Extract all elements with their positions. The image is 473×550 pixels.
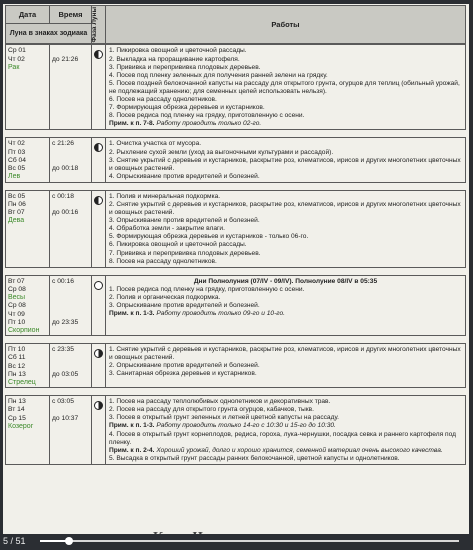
section-gap (5, 183, 468, 190)
work-item: 2. Посев на рассаду для открытого грунта огурцов, кабачков, тыкв. (109, 406, 314, 414)
time-line: до 00:18 (52, 165, 79, 173)
date-line: Чт 02 (8, 55, 25, 63)
work-item: 3. Опрыскивание против вредителей и болезней. (109, 217, 260, 225)
note-label: Прим. к п. 2-4. (109, 446, 157, 454)
work-item: 1. Снятие укрытий с деревьев и кустарников, раскрытие роз, клематисов, ирисов и других многолетних цветочных и овощных растений. (109, 346, 461, 362)
zodiac-sign: Стрелец (8, 378, 36, 386)
date-line: Весы (8, 294, 26, 302)
time-line: до 00:16 (52, 209, 79, 217)
work-item: 5. Посев поздней белокочанной капусты на рассаду для открытого грунта, огурцов для теплиц (обильный урожай, не подлежащий хранению; для семенных целей использовать нельзя). (109, 79, 460, 95)
date-cell (6, 344, 50, 388)
work-note (109, 447, 462, 455)
moon-phase-icon (94, 143, 103, 152)
works-cell (106, 45, 466, 130)
date-cell (6, 138, 50, 182)
time-line: с 03:05 (52, 398, 74, 406)
date-line: Вс 05 (8, 165, 26, 173)
zodiac-sign: Рак (8, 63, 20, 71)
zodiac-sign: Козерог (8, 422, 34, 430)
date-line: Пт 03 (8, 148, 26, 156)
time-line (52, 201, 89, 209)
date-line: Пн 06 (8, 201, 26, 209)
work-item: 8. Посев редиса под пленку на грядку, приготовленную с осени. (109, 112, 305, 120)
time-cell (50, 344, 92, 388)
time-line: с 00:16 (52, 277, 74, 285)
work-item: 5. Формирующая обрезка деревьев и кустарников - только 06-го. (109, 233, 309, 241)
time-line (52, 302, 89, 310)
work-item: 8. Посев на рассаду однолетников. (109, 257, 217, 265)
note-text: Работу проводить только 02-го. (156, 120, 262, 128)
document-page (3, 4, 469, 534)
date-line: Пт 10 (8, 346, 26, 354)
time-line: с 21:26 (52, 140, 74, 148)
phase-cell (92, 138, 106, 182)
date-line: Вт 14 (8, 406, 25, 414)
work-item: 7. Прививка и перепрививка плодовых деревьев. (109, 249, 261, 257)
work-item: 3. Санитарная обрезка деревьев и кустарников. (109, 370, 257, 378)
work-item: 1. Пикировка овощной и цветочной рассады. (109, 47, 247, 55)
date-line: Вт 07 (8, 209, 25, 217)
date-line: Чт 02 (8, 140, 25, 148)
date-line: Пн 13 (8, 370, 26, 378)
col-header-time: Время (50, 6, 92, 24)
work-item: 2. Опрыскивание против вредителей и болезней. (109, 362, 260, 370)
moon-phase-icon (94, 50, 103, 59)
work-item: 2. Снятие укрытий с деревьев и кустарников, раскрытие роз, клематисов, ирисов и других многолетних цветочных и овощных растений. (109, 200, 461, 217)
note-text: Работу проводить только 14-го с 10:30 и 15-го до 10:30. (156, 422, 336, 430)
calendar-block (5, 275, 466, 336)
work-item: 7. Формирующая обрезка деревьев и кустарников. (109, 104, 265, 112)
calendar-block (5, 44, 466, 130)
phase-cell (92, 45, 106, 130)
note-text: Хороший урожай, долго и хорошо хранится, семенной материал очень высокого качества. (156, 446, 443, 454)
work-item: 4. Опрыскивание против вредителей и болезней. (109, 172, 260, 180)
lunar-calendar-table (5, 5, 468, 465)
moon-phase-icon (94, 349, 103, 358)
col-header-phase: Фаза Луны (92, 6, 106, 44)
calendar-block (5, 343, 466, 388)
time-cell (50, 138, 92, 182)
works-cell (106, 190, 466, 267)
time-line (52, 354, 89, 362)
time-cell (50, 45, 92, 130)
works-cell (106, 138, 466, 182)
time-line (52, 157, 89, 165)
section-gap (5, 268, 468, 275)
time-cell (50, 396, 92, 465)
date-cell (6, 45, 50, 130)
date-line: Вс 05 (8, 192, 26, 200)
note-text: Работу проводить только 09-го и 10-го. (156, 310, 285, 318)
note-label: Прим. к п. 7-8. (109, 120, 157, 128)
time-line (52, 311, 89, 319)
work-item: 4. Посев в открытый грунт корнеплодов, редиса, гороха, лука-чернушки, посадка севка и раннего картофеля под пленку. (109, 430, 456, 446)
work-item: 5. Высадка в открытый грунт рассады ранних белокочанной, цветной капусты и однолетников. (109, 454, 400, 462)
works-cell (106, 275, 466, 335)
time-line: до 03:05 (52, 370, 79, 378)
time-cell (50, 190, 92, 267)
work-item: 3. Прививка и перепрививка плодовых деревьев. (109, 63, 261, 71)
date-line: Сб 11 (8, 354, 26, 362)
full-moon-title: Дни Полнолуния (07/IV - 09/IV). Полнолуние 08/IV в 05:35 (193, 277, 378, 285)
date-line: Скорпион (8, 326, 40, 334)
time-line (52, 363, 89, 371)
work-item: 1. Посев на рассаду теплолюбивых однолетников и декоративных трав. (109, 398, 331, 406)
calendar-block (5, 137, 466, 182)
works-cell (106, 396, 466, 465)
time-line: с 23:35 (52, 346, 74, 354)
date-line: Чт 09 (8, 310, 25, 318)
date-line: Сб 04 (8, 156, 26, 164)
moon-phase-icon (94, 196, 103, 205)
time-line (52, 294, 89, 302)
work-item: 6. Пикировка овощной и цветочной рассады. (109, 241, 247, 249)
time-cell (50, 275, 92, 335)
work-item: 3. Снятие укрытий с деревьев и кустарников, раскрытие роз, клематисов, ирисов и других многолетних цветочных и овощных растений. (109, 156, 461, 172)
page-counter: 5 / 51 (3, 536, 26, 546)
phase-cell (92, 344, 106, 388)
date-line: Пн 13 (8, 398, 26, 406)
date-line: Ср 08 (8, 285, 26, 293)
time-line: до 23:35 (52, 318, 79, 326)
time-line: до 10:37 (52, 414, 79, 422)
work-item: 2. Полив и органическая подкормка. (109, 293, 221, 301)
work-item: 2. Рыхление сухой земли (уход за выгоночными культурами и рассадой). (109, 148, 334, 156)
phase-cell (92, 396, 106, 465)
works-cell (106, 344, 466, 388)
date-cell (6, 396, 50, 465)
time-line: с 00:18 (52, 192, 74, 200)
zodiac-sign: Дева (8, 217, 25, 225)
time-line (52, 47, 89, 55)
page-scrollbar[interactable] (40, 540, 459, 542)
work-item: 2. Выкладка на проращивание картофеля. (109, 55, 240, 63)
calendar-block (5, 395, 466, 465)
col-header-date: Дата (6, 6, 50, 24)
work-note (109, 310, 462, 318)
work-item: 3. Посев в открытый грунт зеленных и летней цветной капусты на рассаду. (109, 414, 339, 422)
time-line (52, 327, 89, 335)
work-item: 4. Посев под пленку зеленных для получения ранней зелени на грядку. (109, 71, 328, 79)
col-header-works: Работы (106, 6, 466, 44)
moon-phase-icon (94, 281, 103, 290)
time-line (52, 286, 89, 294)
date-line: Ср 15 (8, 414, 26, 422)
date-cell (6, 190, 50, 267)
moon-phase-icon (94, 401, 103, 410)
phase-cell (92, 190, 106, 267)
section-gap (5, 388, 468, 395)
work-note (109, 120, 462, 128)
work-item: 3. Опрыскивание против вредителей и болезней. (109, 302, 260, 309)
phase-cell (92, 275, 106, 335)
work-item: 6. Посев на рассаду однолетников. (109, 96, 217, 104)
note-label: Прим. к п. 1-3. (109, 422, 157, 430)
date-line: Ср 01 (8, 47, 26, 55)
date-line: Вс 12 (8, 362, 26, 370)
time-line (52, 149, 89, 157)
time-line: до 21:26 (52, 55, 79, 63)
work-item: 1. Полив и минеральная подкормка. (109, 192, 221, 200)
zodiac-sign: Лев (8, 173, 21, 181)
calendar-block (5, 190, 466, 268)
date-line: Пт 10 (8, 318, 26, 326)
date-cell (6, 275, 50, 335)
work-item: 4. Обработка земли - закрытие влаги. (109, 225, 225, 233)
work-item: 1. Посев редиса под пленку на грядку, приготовленную с осени. (109, 285, 305, 293)
date-line: Вт 07 (8, 277, 25, 285)
section-gap (5, 130, 468, 137)
time-line (52, 406, 89, 414)
date-line: Ср 08 (8, 302, 26, 310)
work-item: 1. Очистка участка от мусора. (109, 140, 202, 148)
note-label: Прим. к п. 1-3. (109, 310, 157, 318)
section-gap (5, 336, 468, 343)
work-note (109, 422, 462, 430)
col-header-zodiac: Луна в знаках зодиака (6, 24, 92, 44)
